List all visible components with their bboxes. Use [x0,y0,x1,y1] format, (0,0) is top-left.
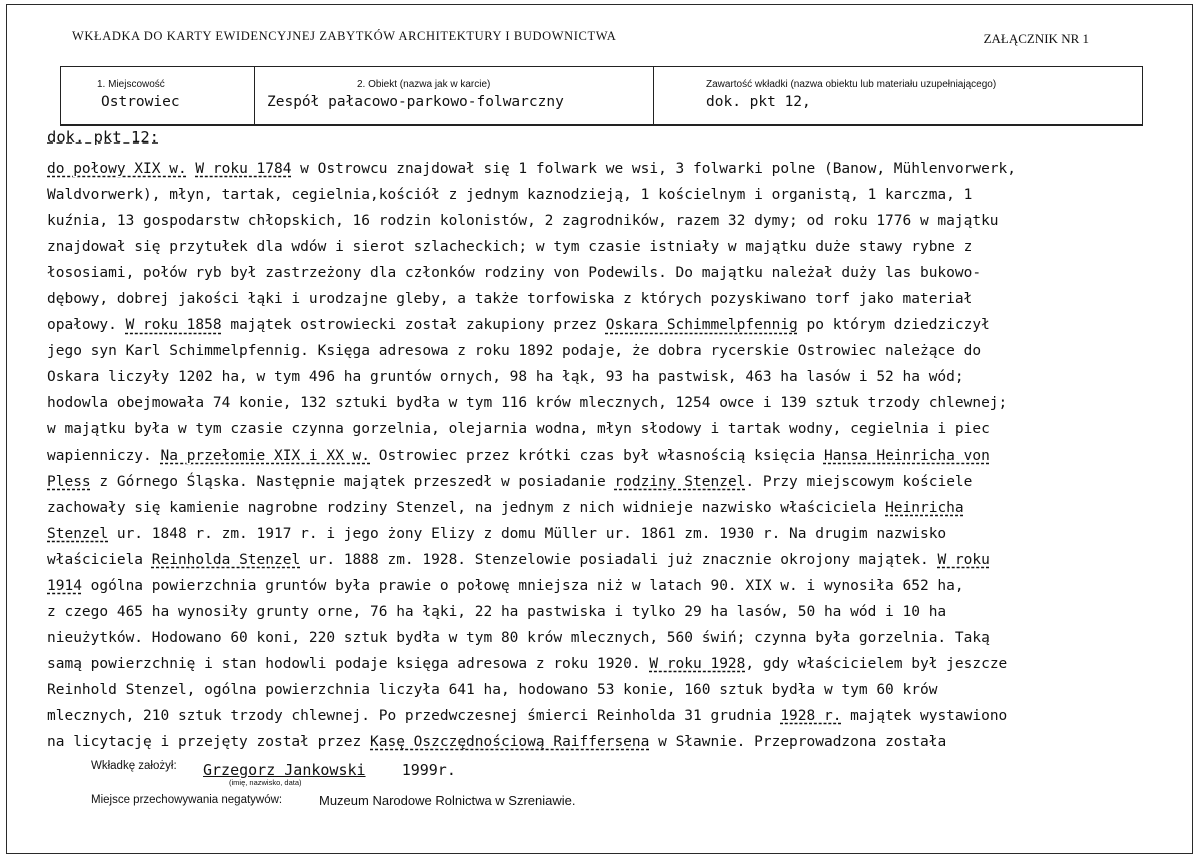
attachment-number: ZAŁĄCZNIK NR 1 [983,31,1089,46]
body-line [47,390,1197,416]
negatives-value: Muzeum Narodowe Rolnictwa w Szreniawie. [319,793,576,808]
author-note: (imię, nazwisko, data) [229,778,302,787]
body-line [47,521,1197,547]
body-line [47,547,1197,573]
text-segment: łososiami, połów ryb był zastrzeżony dla członków rodziny von Podewils. Do majątku należał duży las bukowo- [47,265,982,282]
text-segment: w Ostrowcu znajdował się 1 folwark we wsi, 3 folwarki polne (Banow, Mühlenvorwerk, [291,161,1017,177]
underlined-phrase: W roku 1858 [125,317,222,334]
underlined-phrase: Oskara Schimmelpfennig [605,317,798,334]
text-segment: w Sławnie. Przeprowadzona została [649,734,947,751]
text-segment: , gdy właścicielem był jeszcze [745,655,1008,672]
text-segment: majątek ostrowiecki został zakupiony przez [221,317,606,334]
text-segment: ur. 1888 zm. 1928. Stenzelowie posiadali już znacznie okrojony majątek. [300,551,938,568]
underlined-phrase: W roku 1784 [195,161,292,177]
text-segment: z czego 465 ha wynosiły grunty orne, 76 ha łąki, 22 ha pastwiska i tylko 29 ha lasów, 50 ha wód i 10 ha [47,603,947,620]
text-segment: opałowy. [47,317,126,334]
text-segment: po którym dziedziczył [797,317,990,334]
text-segment: Waldvorwerk), młyn, tartak, cegielnia,kościół z jednym kaznodzieją, 1 kościelnym i organistą, 1 karczma, 1 [47,187,973,204]
text-segment: z Górnego Śląska. Następnie majątek przeszedł w posiadanie [90,473,615,490]
author-signature [203,761,456,779]
text-segment: na licytację i przejęty został przez [47,734,371,751]
body-line [47,469,1197,495]
underlined-phrase: Na przełomie XIX i XX w. [160,447,371,464]
author-name: Grzegorz Jankowski [203,761,366,779]
body-line [47,286,1197,312]
contents-value: dok. pkt 12, [706,94,811,110]
text-segment: kuźnia, 13 gospodarstw chłopskich, 16 rodzin kolonistów, 2 zagrodników, razem 32 dymy; od roku 1776 w majątku [47,213,999,230]
section-title: dok. pkt 12: [47,128,159,146]
body-line [47,182,1197,208]
locality-label: 1. Miejscowość [97,79,165,90]
body-line [47,599,1197,625]
body-line [47,260,1197,286]
object-value: Zespół pałacowo-parkowo-folwarczny [267,94,564,110]
underlined-phrase: do połowy XIX w. [47,161,187,177]
text-segment: . Przy miejscowym kościele [745,473,973,490]
body-line [47,364,1197,390]
text-segment: właściciela [47,551,152,568]
author-label: Wkładkę założył: [91,760,177,772]
body-line [47,651,1197,677]
body-line [47,443,1197,469]
object-field [254,66,654,126]
underlined-phrase: W roku 1928 [649,655,746,672]
text-segment: mlecznych, 210 sztuk trzody chlewnej. Po przedwczesnej śmierci Reinholda 31 grudnia [47,707,781,724]
body-line [47,495,1197,521]
contents-label: Zawartość wkładki (nazwa obiektu lub materiału uzupełniającego) [706,79,997,90]
contents-field [653,66,1143,126]
body-line [47,156,1197,182]
underlined-phrase: Heinricha [885,499,964,516]
underlined-phrase: Reinholda Stenzel [151,551,301,568]
underlined-phrase: Kasę Oszczędnościową Raiffersena [370,734,650,751]
body-line [47,208,1197,234]
body-line [47,677,1197,703]
underlined-phrase: rodziny Stenzel [614,473,746,490]
text-segment: ogólna powierzchnia gruntów była prawie o połowę mniejsza niż w latach 90. XIX w. i wynosiła 652 ha, [81,577,964,594]
text-segment: samą powierzchnię i stan hodowli podaje księga adresowa z roku 1920. [47,655,650,672]
underlined-phrase: 1928 r. [780,707,842,724]
text-segment: hodowla obejmowała 74 konie, 132 sztuki bydła w tym 116 krów mlecznych, 1254 owce i 139 sztuk trzody chlewnej; [47,395,1008,412]
body-line [47,234,1197,260]
body-line [47,312,1197,338]
body-line [47,416,1197,442]
text-segment: dębowy, dobrej jakości łąki i urodzajne gleby, a także torfowiska z których pozyskiwano torf jako materiał [47,291,973,308]
negatives-label: Miejsce przechowywania negatywów: [91,794,283,806]
text-segment: zachowały się kamienie nagrobne rodziny Stenzel, na jednym z nich widnieje nazwisko właściciela [47,499,886,516]
text-segment: majątek wystawiono [841,707,1008,724]
body-line [47,703,1197,729]
body-line [47,573,1197,599]
underlined-phrase: Stenzel [47,525,109,542]
body-line [47,338,1197,364]
locality-value: Ostrowiec [101,94,180,110]
body-line [47,729,1197,755]
text-segment: ur. 1848 r. zm. 1917 r. i jego żony Elizy z domu Müller ur. 1861 zm. 1930 r. Na drugim nazwisko [108,525,947,542]
text-segment: w majątku była w tym czasie czynna gorzelnia, olejarnia wodna, młyn słodowy i tartak wodny, cegielnia i piec [47,421,990,438]
text-segment: znajdował się przytułek dla wdów i sierot szlacheckich; w tym czasie istniały w majątku duże stawy rybne z [47,239,973,256]
text-segment: wapienniczy. [47,447,161,464]
underlined-phrase: Hansa Heinricha von [823,447,990,464]
locality-field [60,66,255,126]
text-segment: nieużytków. Hodowano 60 koni, 220 sztuk bydła w tym 80 krów mlecznych, 560 świń; czynna była gorzelnia. Taką [47,629,990,646]
underlined-phrase: 1914 [47,577,82,594]
author-year: 1999r. [401,761,456,779]
text-segment: Ostrowiec przez krótki czas był własnością księcia [370,447,824,464]
form-title: WKŁADKA DO KARTY EWIDENCYJNEJ ZABYTKÓW ARCHITEKTURY I BUDOWNICTWA [72,29,617,43]
text-segment: Reinhold Stenzel, ogólna powierzchnia liczyła 641 ha, hodowano 53 konie, 160 sztuk bydła w tym 60 krów [47,681,938,698]
underlined-phrase: Pless [47,473,91,490]
text-segment: jego syn Karl Schimmelpfennig. Księga adresowa z roku 1892 podaje, że dobra rycerskie Ostrowiec należące do [47,343,982,360]
body-line [47,625,1197,651]
object-label: 2. Obiekt (nazwa jak w karcie) [357,79,491,90]
body-text [47,156,1197,755]
text-segment: Oskara liczyły 1202 ha, w tym 496 ha gruntów ornych, 98 ha łąk, 93 ha pastwisk, 463 ha lasów i 52 ha wód; [47,369,964,386]
underlined-phrase: W roku [937,551,990,568]
